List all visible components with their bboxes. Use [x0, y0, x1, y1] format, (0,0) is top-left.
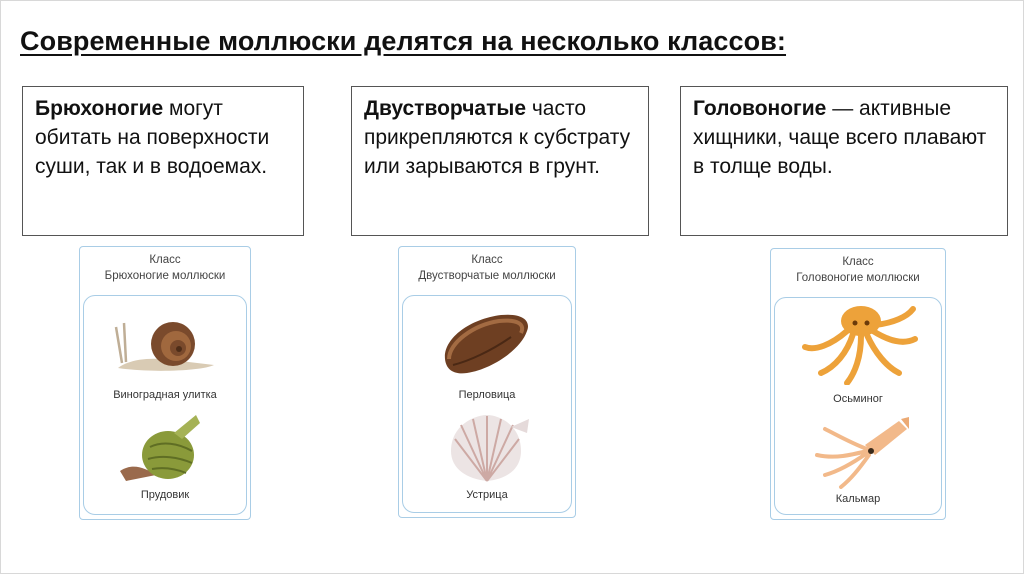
- bivalves-card: [398, 246, 576, 518]
- card-header: [80, 253, 250, 284]
- bivalves-text-box: [351, 86, 649, 236]
- gastropods-text-box: [22, 86, 304, 236]
- gastropods-description: могут обитать на поверхности суши, так и в водоемах.: [35, 97, 270, 178]
- scallop-image: [441, 411, 531, 485]
- card-class-label: Класс: [842, 256, 874, 268]
- animal-name: Виноградная улитка: [113, 389, 217, 401]
- gastropods-card: [79, 246, 251, 520]
- animal-name: Устрица: [466, 489, 508, 501]
- animal-name: Прудовик: [140, 489, 190, 501]
- card-header: [399, 253, 575, 284]
- mussel-image: [439, 309, 535, 379]
- card-class-name: Брюхоногие моллюски: [104, 269, 226, 282]
- card-class-name: Двустворчатые моллюски: [418, 269, 556, 282]
- cephalopods-text-box: [680, 86, 1008, 236]
- animal-name: Перловица: [458, 389, 516, 401]
- card-class-name: Головоногие моллюски: [796, 271, 920, 284]
- gastropods-term: Брюхоногие: [35, 97, 164, 120]
- squid-image: [811, 415, 911, 489]
- cephalopods-description: — активные хищники, чаще всего плавают в толще воды.: [693, 97, 987, 178]
- slide-title: Современные моллюски делятся на несколько классов:: [20, 26, 787, 56]
- octopus-image: [801, 301, 919, 385]
- bivalves-description: часто прикрепляются к субстрату или зарываются в грунт.: [364, 97, 631, 178]
- animal-name: Кальмар: [835, 493, 881, 505]
- snail-image: [110, 313, 220, 373]
- animal-name: Осьминог: [833, 393, 883, 405]
- bivalves-term: Двустворчатые: [364, 97, 527, 120]
- card-header: [771, 255, 945, 286]
- pond-snail-image: [116, 411, 212, 483]
- cephalopods-card: [770, 248, 946, 520]
- card-class-label: Класс: [471, 254, 503, 266]
- card-class-label: Класс: [149, 254, 181, 266]
- cephalopods-term: Головоногие: [693, 97, 827, 120]
